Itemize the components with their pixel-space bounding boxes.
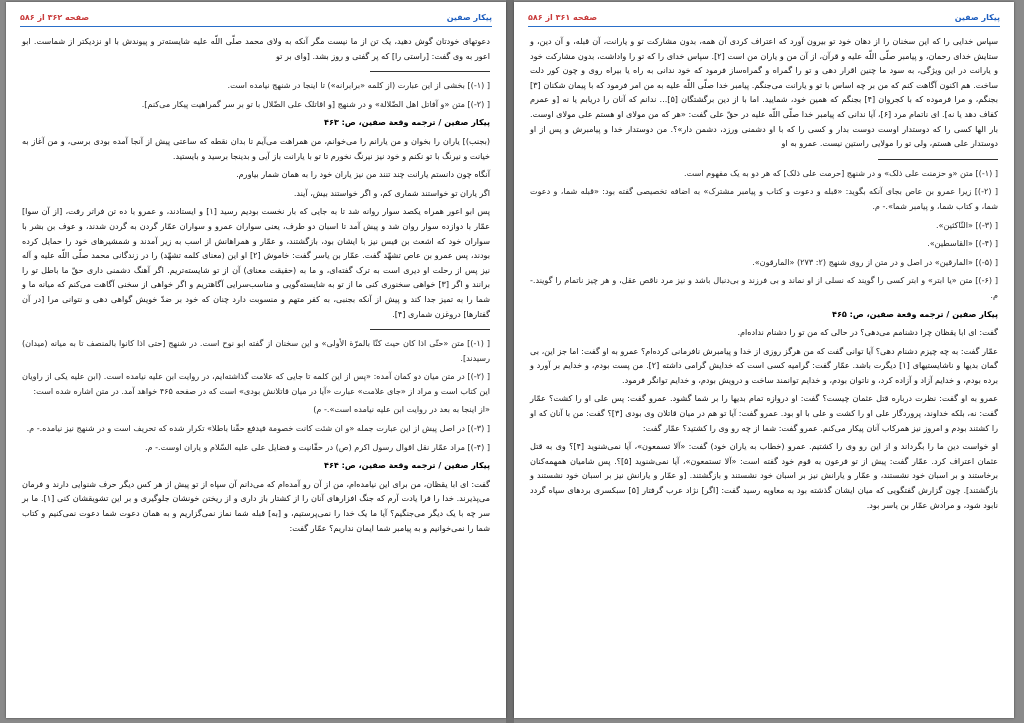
footnote: [ (۱-)] متن «و حزمنت علی ذلک» و در شنهج [حرمت علی ذلک] که هر دو به یک مفهوم است. — [684, 167, 998, 178]
page-gutter — [506, 0, 514, 723]
page-citation: پیکار صفین / ترجمه وقعة صفین، ص: ۴۶۳ — [324, 117, 490, 128]
left-page-header — [20, 10, 492, 27]
paragraph: عمّار گفت: به چه چیزم دشنام دهی؟ آیا توانی گفت که من هرگز روزی از خدا و پیامبرش نافرمانی کرده‌ام؟ عمرو به او گفت: اما جز این، بی گمان بدیها و ناشایستیهای [۱] دیگرت باشد. عمّار گفت: گرامیه کسی است که خدایش گرامی داشته [۲]. من پست بودم، و خدایم بر آورد و برده بودم، و خدایم آزاد و آزاده کرد، و ناتوان بودم، و خدایم توانمند ساخت و درویش بودم، و خدایم توانگر فرمود. — [530, 345, 998, 385]
right-page-number: صفحه ۳۶۱ از ۵۸۶ — [528, 13, 598, 22]
footnote: [ (۶-)] متن «یا ابتر» و ابتر کسی را گویند که نسلی از او نماند و بی فرزند و بی‌دنبال باشد و نیز مرد ناقص عقل، و هر چیز ناتمام را گویند.- م. — [530, 275, 998, 300]
page-citation: پیکار صفین / ترجمه وقعة صفین، ص: ۴۶۵ — [832, 308, 998, 319]
footnote: [ (۲-)] در متن میان دو کمان آمده: «پس از این کلمه تا جایی که علامت گذاشته‌ایم، در روایت ابن علیه نیامده است. (ابن علیه یکی از راویان این کتاب است و مراد از «جای علامت» عبارت «آیا در میان قاتلانش بودی» است که در صفحه ۴۶۵ خواهد آمد. در متن اشاره شده است: — [22, 371, 491, 396]
left-page-number: صفحه ۳۶۲ از ۵۸۶ — [20, 13, 90, 22]
left-top-text: دعوتهای خودتان گوش دهید، یک تن از ما نیست مگر آنکه به ولای محمد صلّی اللّه علیه شایسته‌تر و پیوندش با او نزدیکتر از شماست. ابو اعور به وی گفت: [راستی را] که پر گفتی و روز بشد. [وای بر تو — [22, 36, 490, 61]
paragraph: گفت: ای ابا یقظان، من برای این نیامده‌ام، من از آن رو آمده‌ام که می‌دانم آن سپاه از تو پیش از هر کس دیگر حرف شنوایی دارند و فرمان می‌پذیرند. خدا را فرا یادت آرم که جنگ افزارهای آنان را از کشتار باز داری و از ریختن خونشان جلوگیری و بر این تشویقشان کنی [۱]. ما بر سر چه با یک دیگر می‌جنگیم؟ آیا ما یک خدا را نمی‌پرستیم، و [به] قبله شما نماز نمی‌گزاریم و به همان دعوت شما دعوت نمی‌کنیم و کتاب شما را نمی‌خوانیم و به پیامبر شما ایمان نداریم؟ عمّار گفت: — [22, 478, 490, 533]
paragraph: گفت: ای ابا یقظان چرا دشنامم می‌دهی؟ در حالی که من تو را دشنام نداده‌ام. — [737, 327, 998, 338]
right-top-text: سپاس خدایی را که این سخنان را از دهان خود تو بیرون آورد که اعتراف کردی آن همه، بدون مشارکت تو و یارانت، آن قبله، و آن دین، و ستایش خدای رحمان، و پیامبر صلّی اللّه علیه و قرآن، از آن من و یاران من است [۲]. سپاس خدای را که تو را واداشت، بدون مشارکت خود و یارانت در این ویژگی، به سود ما چنین اقرار دهی و تو را گمراه و گمراه‌ساز فرمود که خود ندانی به راه یا بیراه روی و چون کور دلت ساخت. هم اکنون آگاهت کنم که من بر چه اساس با تو و یارانت می‌جنگم. پیامبر خدا صلّی اللّه علیه به من امر فرمود که با پیمان شکنان [۳] بجنگم، و مرا فرموده که با کجروان [۴] بجنگم که همین خود، شمایید. اما با از دین برگشتگان [۵]... ندانم که آنان را دریابم یا نه [و عمرم کفاف دهد یا نه]. ای ناتمام مرد [۶]، آیا ندانی که پیامبر خدا صلّی اللّه علیه در حقّ علی گفت: «هر که من مولای او هستم علی مولای اوست. بار الها کسی را که دوستدار اوست دوست بدار و کسی را که با او دشمنی ورزد، دشمن دار»؟. من دوستدار خدا و پیامبرش و پس از او دوستدار علی هستم، ولی تو را مولایی راستین نیست. عمرو به او — [530, 36, 999, 149]
footnote: [ (۱-)] بخشی از این عبارت (از کلمه «برابرانه») تا اینجا در شنهج نیامده است. — [227, 80, 490, 91]
paragraph: آنگاه چون دانستم یارانت چند تنند من نیز یاران خود را به همان شمار بیاورم. — [236, 169, 490, 180]
page-citation: پیکار صفین / ترجمه وقعة صفین، ص: ۴۶۴ — [324, 460, 490, 471]
paragraph: او خواست دین ما را بگرداند و از این رو وی را کشتیم. عمرو (خطاب به یاران خود) گفت: «آلا تسمعون»، آیا نمی‌شنوید [۴]؟ وی به قتل عثمان اعتراف کرد. عمّار گفت: پیش از تو فرعون به قوم خود گفته است: «آلا تستمعون»، آیا نمی‌شنوید [۵]؟. پس شامیان همهمه‌کنان برخاستند و بر اسبان خود نشستند، و عمّار و یارانش نیز بر اسبان خود نشستند و بازگشتند. [و عمّار و یارانش نیز بر اسبان خود نشستند و بازگشتند]. چون گزارش گفتگویی که میان ایشان گذشته بود به معاویه رسید گفت: [اگر] نژاد عرب گرفتار [۵] سبکسری بردهای سپاه گردد نابود شود، و مرادش عمّار بن یاسر بود. — [530, 441, 999, 510]
footnote: [ (۲-)] زیرا عمرو بن عاص بجای آنکه بگوید: «قبله و دعوت و کتاب و پیامبر مشترک» به اضافه تخصیصی گفته بود: «قبله شما، و دعوت شما، و کتاب شما، و پیامبر شما».- م. — [530, 186, 998, 211]
paragraph: پس ابو اعور همراه یکصد سوار روانه شد تا به جایی که بار نخست بودیم رسید [۱] و ایستادند، و عمرو با ده تن فرا‌تر رفت، [از آن سوا] عمّار با دوازده سوار روان شد و پیش آمد تا اسبان دو طرف، یعنی سواران عمرو و سواران عمّار گردن به گردن شدند، و عوف بن بشر با سواران خود که اشعث بن قیس نیز با ایشان بود، بازگشتند، و عمّار و همراهانش از اسب به زیر آمدند و شمشیرهای خود را حمایل کرده بودند، پس عمرو بن عاص تشهّد گفت. عمّار بن یاسر گفت: خاموش [۲] او این (معنای کلمه تشهّد) را در زندگانی محمد صلّی اللّه علیه و آله نیز پس از رحلت او دیری است به ترک گفته‌ای، و ما به (حقیقت معنای) آن از تو شایسته‌تریم. اگر آهنگ دشمنی داری حقّ ما باطل تو را برانند و اگر [۳] خواهی سخنوری کنی ما از تو به شایسته‌گویی و مناسب‌سرایی آگاهتریم و اگر خواهی از سخنی آگاهت می‌کنم که میانه ما و شما را به تمیز جدا کند و پیش از آنکه بجنبی، به کفر متهم و منسوبت دارد چنان که خود بر ضدّ خویش گواهی دهی و نتوانی مرا [در آن گفتارها] دروغزن شماری [۴]. — [22, 206, 490, 319]
paragraph: (بجنب)] یاران را بخوان و من یارانم را می‌خوانم، من همراهت می‌آیم تا بدان نقطه که ساعتی پیش از آنجا آمده بودی برسی، و من آغاز به خیانت و نیرنگ با تو نکنم و خود نیز نیرنگ نخورم تا تو با یارانت باز آیی و بدینجا برسید و بایستید. — [22, 135, 490, 161]
paragraph: اگر یاران تو خواستند شماری کم، و اگر خواستند بیش، آیند. — [293, 187, 490, 198]
right-page-header — [528, 10, 1000, 27]
left-page — [6, 2, 506, 718]
footnote: [ (۳-)] «النّاکثین». — [935, 219, 998, 230]
footnote: [ (۴-)] «القاسطین». — [927, 238, 998, 249]
right-book-title: پیکار صفین — [954, 13, 1000, 22]
footnote: «از اینجا به بعد در روایت ابن علیه نیامده است».- م) — [313, 404, 490, 415]
footnote: [ (۴-)] مراد عمّار نقل اقوال رسول اکرم (ص) در حقّانیت و فضایل علی علیه السّلام و یاران اوست.- م. — [144, 441, 490, 452]
footnote: [ (۲-)] متن «و آفاتل اهل الضّلالة» و در شنهج [و اقاتلک علی الضّلال با تو بر سر گمراهیت پیکار می‌کنم]. — [141, 98, 490, 109]
paragraph: عمرو به او گفت: نظرت درباره قتل عثمان چیست؟ گفت: او دروازه تمام بدیها را بر شما گشود. عمرو گفت: پس علی او را کشت؟ عمّار گفت: نه، بلکه خداوند، پروردگار علی او را کشت و علی با او بود. عمرو گفت: آیا تو هم در میان قاتلان وی بودی [۳]؟ گفت: من با آنان که او را کشتند بودم و امروز نیز همرکاب آنان پیکار می‌کنم. عمرو گفت: شما از چه رو وی را کشتید؟ عمّار گفت: — [530, 393, 998, 433]
right-page-body — [530, 34, 998, 712]
footnote: [ (۱-)] متن «حتّی اذا کان حیث کنّا بالمرّة الأولی» و این سخنان از گفته ابو نوح است. در شنهج [حتی اذا کانوا بالمنصف تا به میانه (میدان) رسیدند]. — [22, 338, 490, 363]
footnote-separator — [370, 329, 490, 330]
footnote-separator — [370, 71, 490, 72]
right-page — [514, 2, 1014, 718]
left-page-body — [22, 34, 490, 712]
footnote: [ (۵-)] «المارقین» در اصل و در متن از روی شنهج (۲: ۲۷۳) «المارقون». — [752, 256, 998, 267]
left-book-title: پیکار صفین — [446, 13, 492, 22]
footnote: [ (۳-)] در اصل پیش از این عبارت جمله «و ان شئت کانت خصومة فیدفع حقّنا باطلا» تکرار شده که تحریف است و در شنهج نیز نیامده.- م. — [26, 423, 490, 434]
footnote-separator — [878, 159, 998, 160]
